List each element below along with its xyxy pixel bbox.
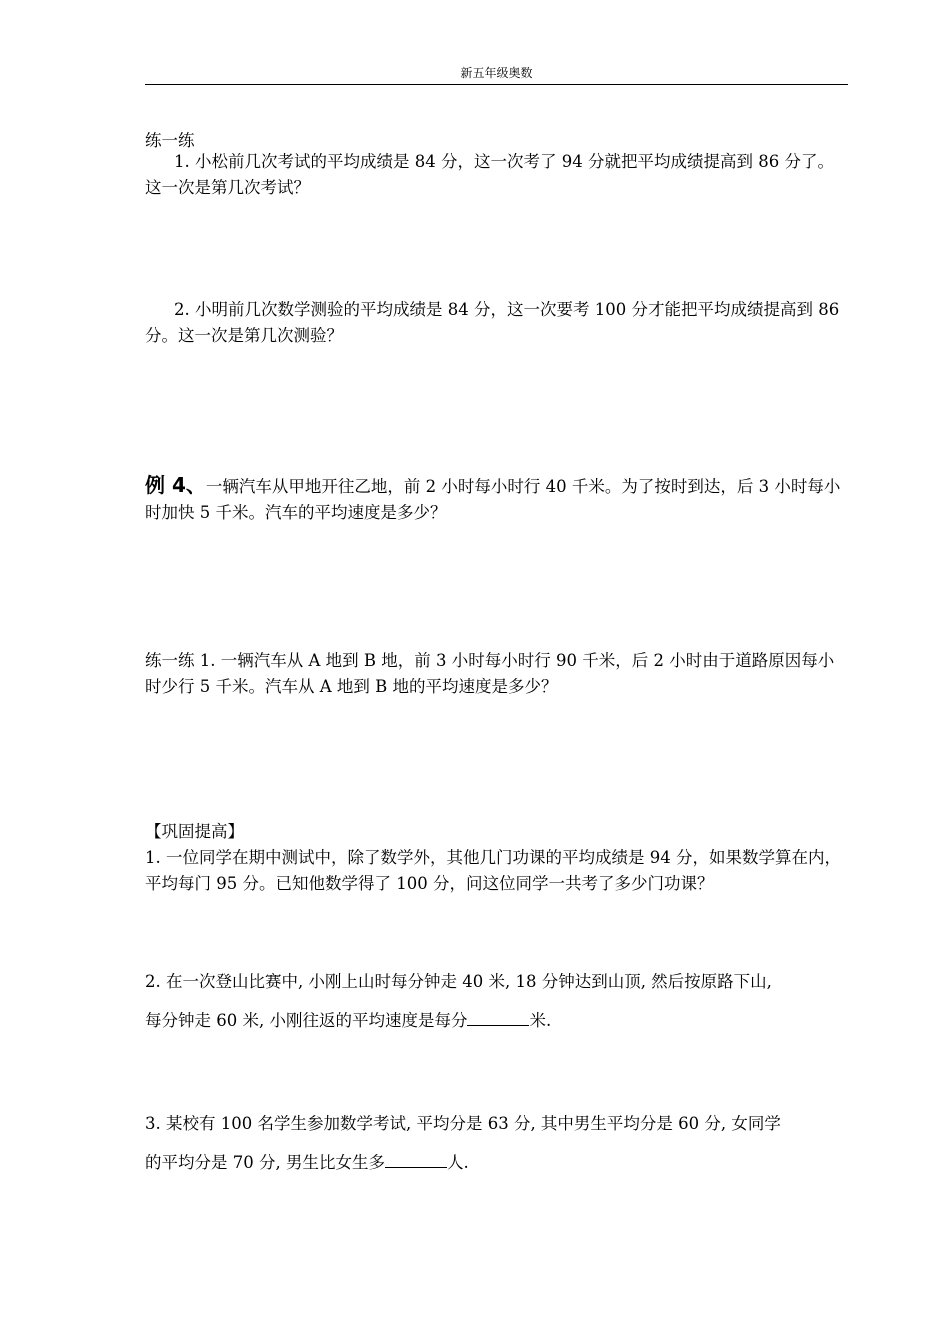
consolidate-question-2-line-2 — [145, 1008, 850, 1034]
consolidate-question-3-line-1: 3. 某校有 100 名学生参加数学考试, 平均分是 63 分, 其中男生平均分是 60 分, 女同学 — [145, 1114, 781, 1133]
q3-answer-blank[interactable] — [385, 1153, 447, 1168]
q2-text-after-blank: 米. — [529, 1011, 552, 1030]
header-title: 新五年级奥数 — [460, 66, 533, 80]
q2-text-before-blank: 每分钟走 60 米, 小刚往返的平均速度是每分 — [145, 1011, 468, 1030]
page-header — [145, 64, 848, 85]
practice-vehicle-question: 练一练 1. 一辆汽车从 A 地到 B 地，前 3 小时每小时行 90 千米，后 2 小时由于道路原因每小时少行 5 千米。汽车从 A 地到 B 地的平均速度是多少？ — [145, 651, 835, 696]
q3-text-after-blank: 人. — [446, 1153, 469, 1172]
example-4-text: 一辆汽车从甲地开往乙地，前 2 小时每小时行 40 千米。为了按时到达，后 3 小时每小时加快 5 千米。汽车的平均速度是多少？ — [145, 477, 841, 522]
consolidate-question-2-line-1: 2. 在一次登山比赛中, 小刚上山时每分钟走 40 米, 18 分钟达到山顶, 然后按原路下山, — [145, 972, 772, 991]
example-4-label: 例 4、 — [145, 473, 206, 497]
consolidate-heading: 【巩固提高】 — [145, 822, 244, 841]
example-4 — [145, 472, 850, 526]
q3-text-before-blank: 的平均分是 70 分, 男生比女生多 — [145, 1153, 385, 1172]
consolidate-question-3-line-2 — [145, 1150, 850, 1176]
practice-question-2: 2. 小明前几次数学测验的平均成绩是 84 分，这一次要考 100 分才能把平均成绩提高到 86 分。这一次是第几次测验？ — [145, 300, 840, 345]
consolidate-question-1: 1. 一位同学在期中测试中，除了数学外，其他几门功课的平均成绩是 94 分，如果数学算在内，平均每门 95 分。已知他数学得了 100 分，问这位同学一共考了多少门功课？ — [145, 848, 841, 893]
practice-question-1: 1. 小松前几次考试的平均成绩是 84 分，这一次考了 94 分就把平均成绩提高到 86 分了。这一次是第几次考试？ — [145, 152, 834, 197]
q2-answer-blank[interactable] — [467, 1011, 529, 1026]
practice-heading: 练一练 — [145, 131, 195, 150]
